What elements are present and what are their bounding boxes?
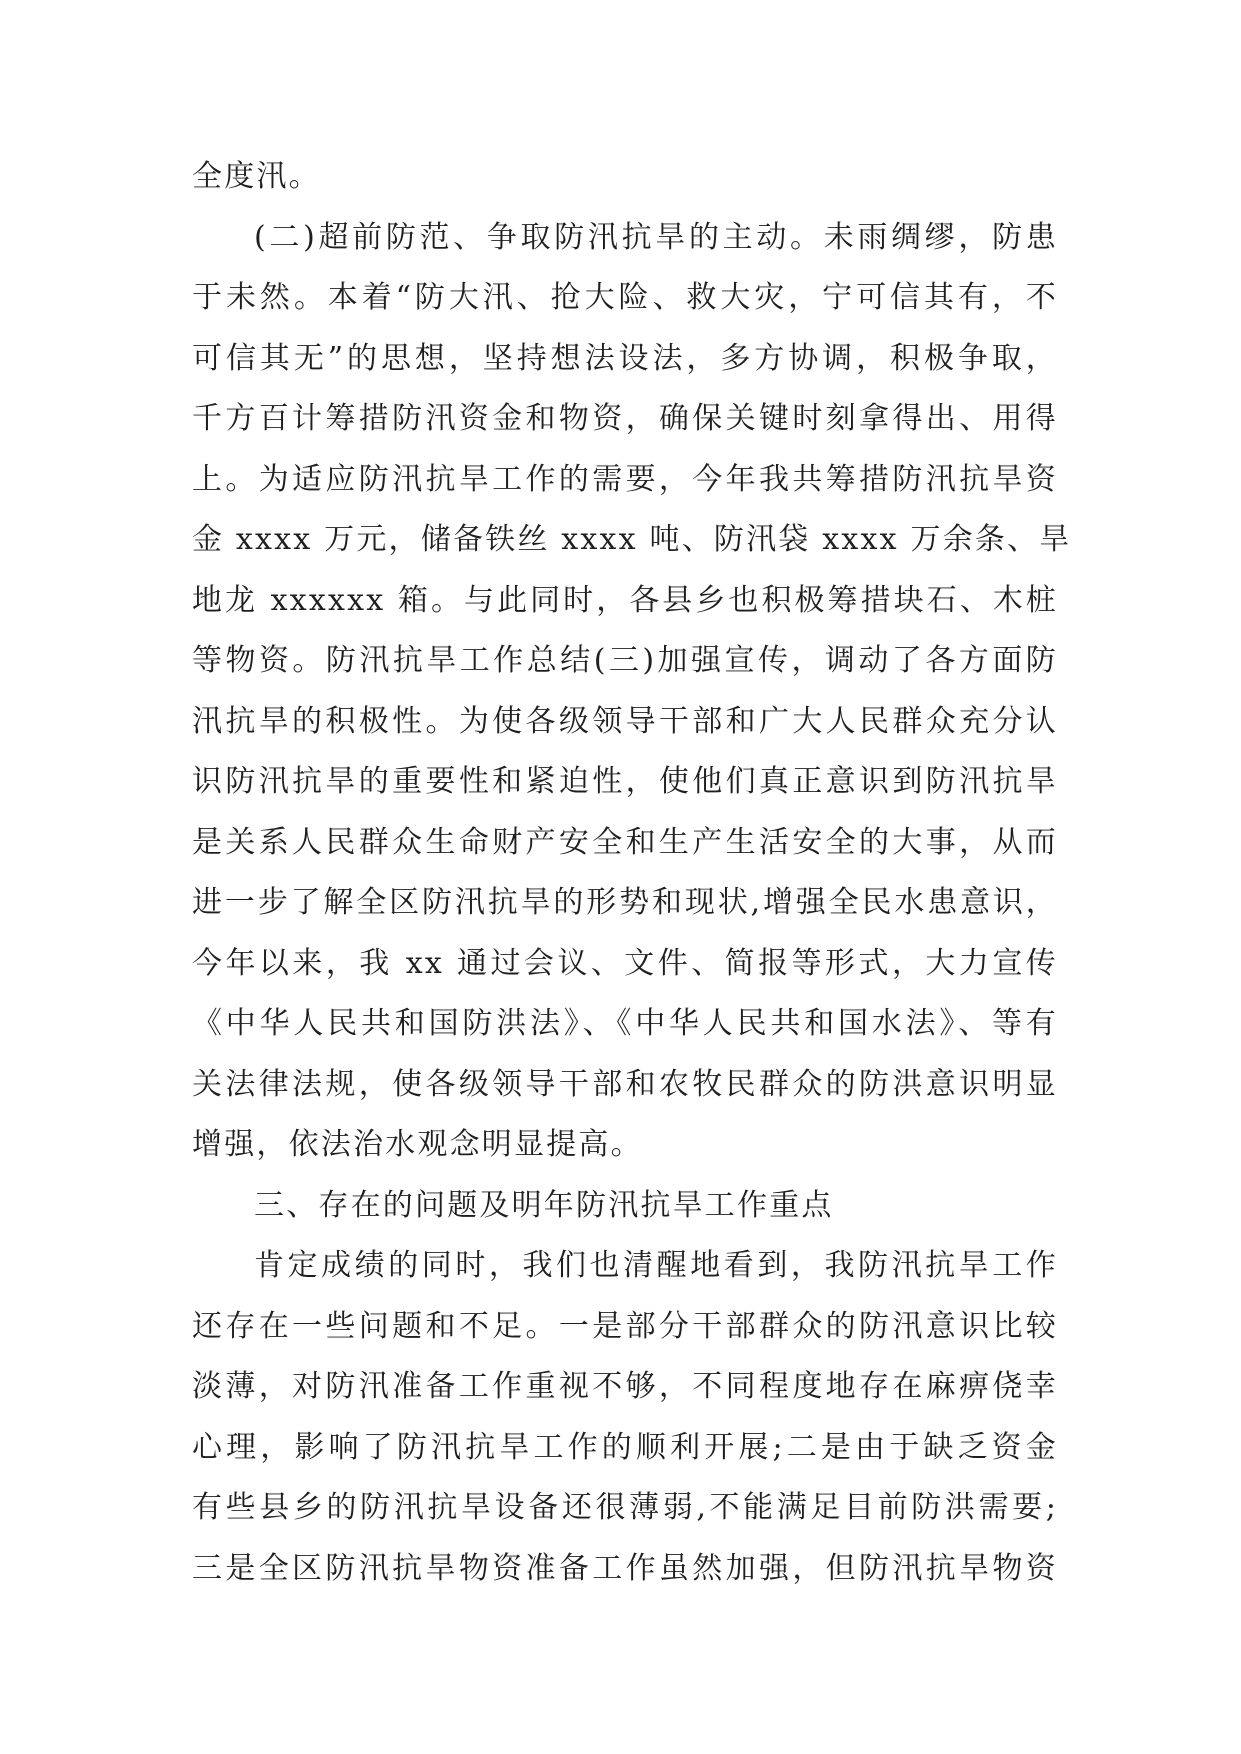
section-heading: 三、存在的问题及明年防汛抗旱工作重点 [254,1187,834,1223]
text-line: 上。为适应防汛抗旱工作的需要，今年我共筹措防汛抗旱资 [192,461,1058,497]
text-line: 汛抗旱的积极性。为使各级领导干部和广大人民群众充分认 [192,703,1058,739]
text-line: 是关系人民群众生命财产安全和生产生活安全的大事，从而 [192,824,1058,860]
text-line: 进一步了解全区防汛抗旱的形势和现状,增强全民水患意识， [192,885,1058,920]
text-line: 《中华人民共和国防洪法》、《中华人民共和国水法》、等有 [192,1006,1058,1041]
text-line: 关法律法规，使各级领导干部和农牧民群众的防洪意识明显 [192,1066,1058,1102]
text-line: 金 xxxx 万元，储备铁丝 xxxx 吨、防汛袋 xxxx 万余条、旱 [192,522,1072,557]
text-line: 有些县乡的防汛抗旱设备还很薄弱,不能满足目前防洪需要; [192,1490,1058,1525]
text-line: 可信其无”的思想，坚持想法设法，多方协调，积极争取， [192,340,1058,376]
text-line: 今年以来，我 xx 通过会议、文件、简报等形式，大力宣传 [192,945,1058,981]
text-line: 三是全区防汛抗旱物资准备工作虽然加强，但防汛抗旱物资 [192,1550,1058,1586]
text-line: 于未然。本着“防大汛、抢大险、救大灾，宁可信其有，不 [192,280,1058,315]
text-line: 千方百计筹措防汛资金和物资，确保关键时刻拿得出、用得 [192,401,1058,436]
text-line: 地龙 xxxxxx 箱。与此同时，各县乡也积极筹措块石、木桩 [192,582,1058,618]
document-body [192,156,1072,1608]
paragraph-start-line: 肯定成绩的同时，我们也清醒地看到，我防汛抗旱工作 [254,1248,1058,1283]
text-line: 全度汛。 [192,159,321,194]
text-line: 等物资。防汛抗旱工作总结(三)加强宣传，调动了各方面防 [192,643,1058,678]
text-line: 增强，依法治水观念明显提高。 [192,1127,643,1162]
text-line: 心理，影响了防汛抗旱工作的顺利开展;二是由于缺乏资金 [192,1429,1058,1465]
text-line: 还存在一些问题和不足。一是部分干部群众的防汛意识比较 [192,1308,1058,1344]
text-line: 识防汛抗旱的重要性和紧迫性，使他们真正意识到防汛抗旱 [192,764,1058,799]
text-line: 淡薄，对防汛准备工作重视不够，不同程度地存在麻痹侥幸 [192,1369,1058,1404]
section-heading-line: (二)超前防范、争取防汛抗旱的主动。未雨绸缪，防患 [254,219,1058,255]
